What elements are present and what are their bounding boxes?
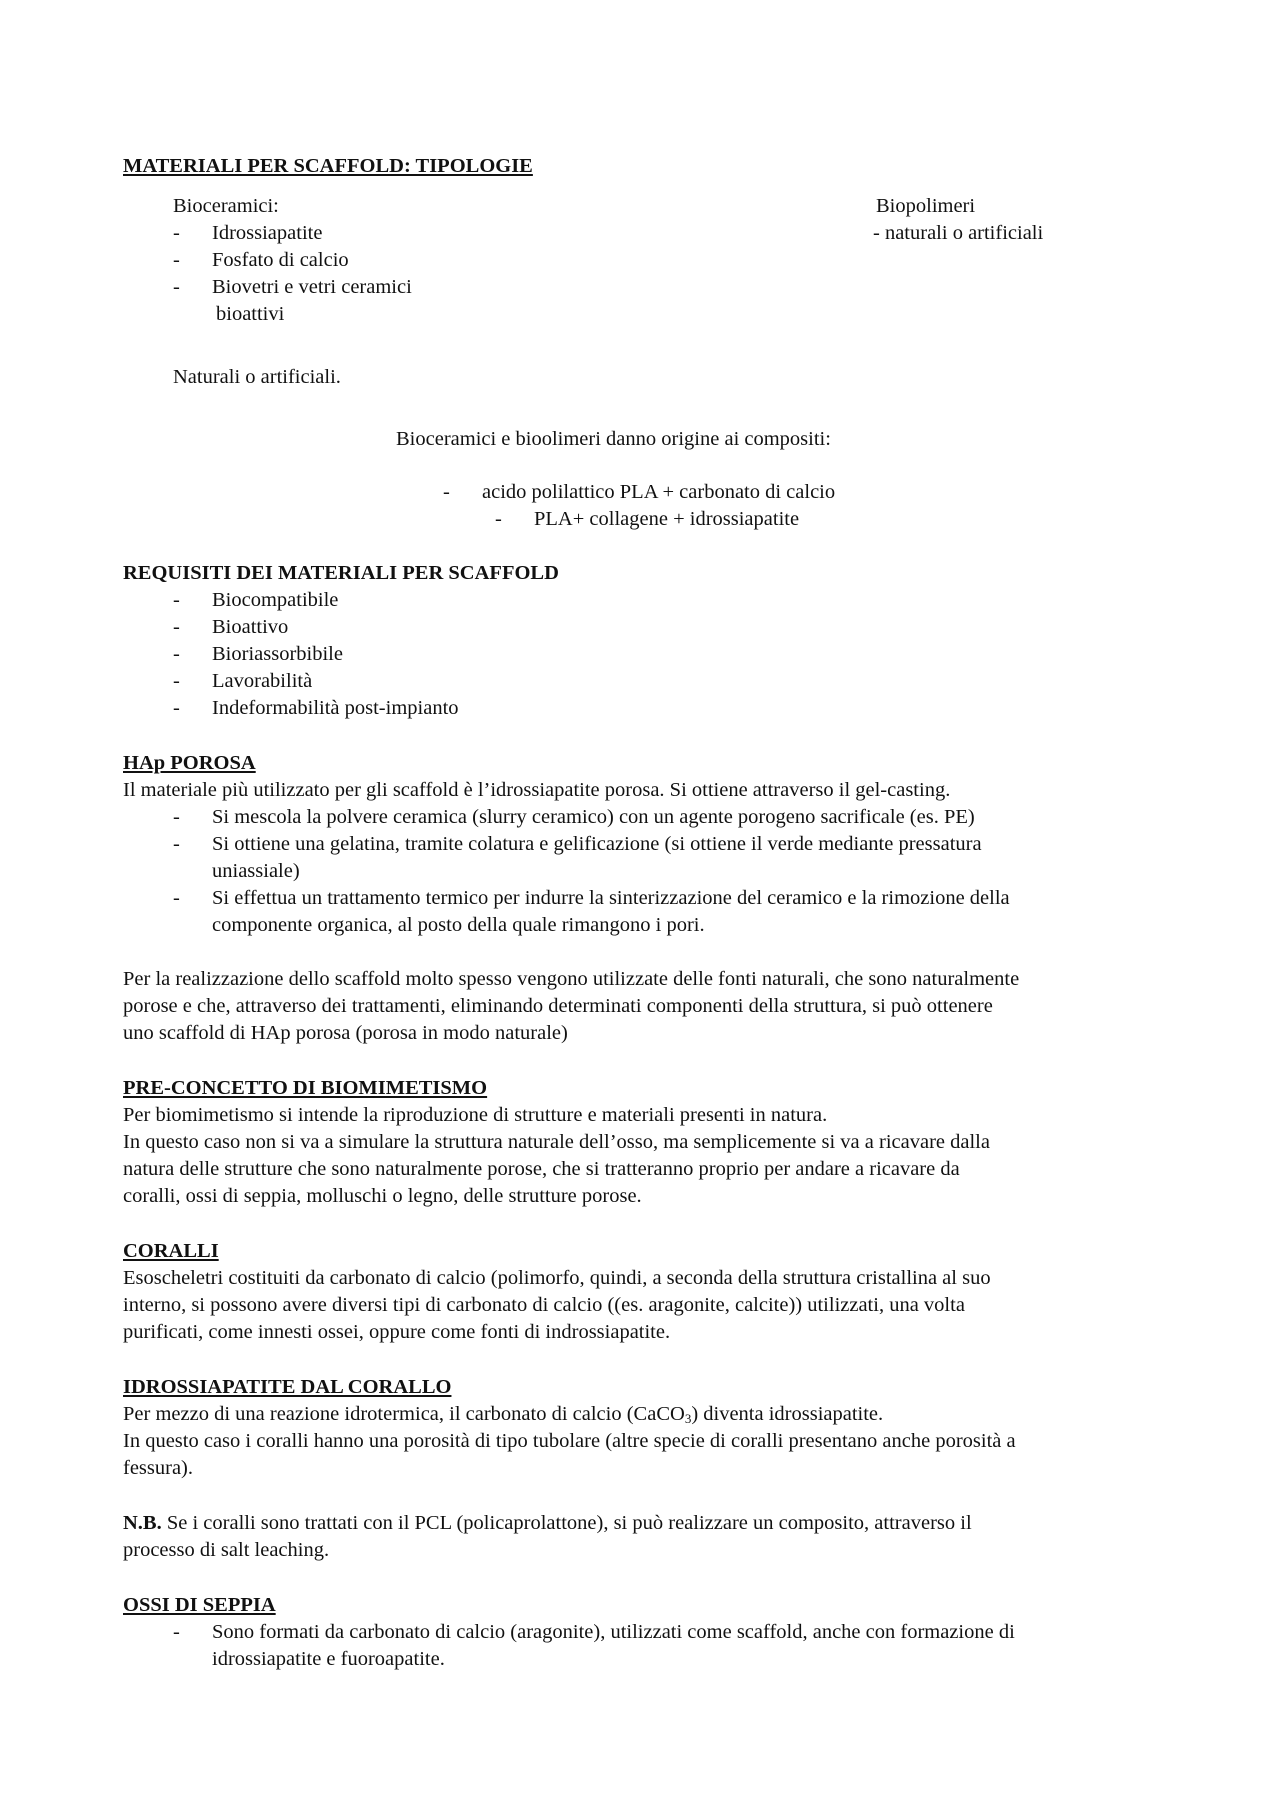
- reaction-text: Per mezzo di una reazione idrotermica, il carbonato di calcio (CaCO: [123, 1403, 685, 1425]
- paragraph-line: purificati, come innesti ossei, oppure come fonti di indrossiapatite.: [123, 1321, 671, 1343]
- hap-step: Si ottiene una gelatina, tramite colatura e gelificazione (si ottiene il verde mediante pressatura: [212, 833, 982, 855]
- paragraph-line: interno, si possono avere diversi tipi di carbonato di calcio ((es. aragonite, calcite)) utilizzati, una volta: [123, 1294, 965, 1316]
- paragraph-line: Esoscheletri costituiti da carbonato di calcio (polimorfo, quindi, a seconda della struttura cristallina al suo: [123, 1267, 991, 1289]
- composito-item: PLA+ collagene + idrossiapatite: [534, 508, 800, 530]
- paragraph-line: [123, 1401, 883, 1428]
- requisito-item: Bioriassorbibile: [212, 643, 343, 665]
- bullet-dash: -: [173, 670, 180, 692]
- requisito-item: Indeformabilità post-impianto: [212, 697, 459, 719]
- requisito-item: Biocompatibile: [212, 589, 339, 611]
- hap-step: Si effettua un trattamento termico per indurre la sinterizzazione del ceramico e la rimozione della: [212, 887, 1010, 909]
- composito-item: acido polilattico PLA + carbonato di calcio: [482, 481, 836, 503]
- bullet-dash: -: [173, 276, 180, 298]
- hap-step-continuation: uniassiale): [212, 860, 300, 882]
- hap-step: Si mescola la polvere ceramica (slurry ceramico) con un agente porogeno sacrificale (es. PE): [212, 806, 975, 828]
- bullet-dash: -: [495, 508, 502, 530]
- bullet-dash: -: [443, 481, 450, 503]
- bullet-dash: -: [173, 643, 180, 665]
- paragraph-line: processo di salt leaching.: [123, 1539, 330, 1561]
- bullet-dash: -: [173, 589, 180, 611]
- seppia-item-continuation: idrossiapatite e fuoroapatite.: [212, 1648, 445, 1670]
- requisito-item: Lavorabilità: [212, 670, 313, 692]
- seppia-item: Sono formati da carbonato di calcio (aragonite), utilizzati come scaffold, anche con formazione di: [212, 1621, 1015, 1643]
- paragraph-line: natura delle strutture che sono naturalmente porose, che si tratteranno proprio per andare a ricavare da: [123, 1158, 960, 1180]
- paragraph-line: fessura).: [123, 1457, 194, 1479]
- bioceramici-item-continuation: bioattivi: [216, 303, 285, 325]
- paragraph-line: uno scaffold di HAp porosa (porosa in modo naturale): [123, 1022, 568, 1044]
- section-heading-idrossiapatite-corallo: IDROSSIAPATITE DAL CORALLO: [123, 1376, 452, 1398]
- paragraph-line: Per la realizzazione dello scaffold molto spesso vengono utilizzate delle fonti naturali, che sono naturalmente: [123, 968, 1020, 990]
- nota-bene-text: Se i coralli sono trattati con il PCL (policaprolattone), si può realizzare un composito, attraverso il: [161, 1512, 972, 1534]
- section-heading-tipologie: MATERIALI PER SCAFFOLD: TIPOLOGIE: [123, 155, 533, 177]
- compositi-intro: Bioceramici e bioolimeri danno origine ai compositi:: [396, 428, 831, 450]
- nota-bene-line: [123, 1510, 972, 1537]
- subscript-3: 3: [684, 1411, 692, 1426]
- bullet-dash: -: [173, 616, 180, 638]
- paragraph-line: In questo caso i coralli hanno una porosità di tipo tubolare (altre specie di coralli presentano anche porosità a: [123, 1430, 1016, 1452]
- bullet-dash: -: [173, 222, 180, 244]
- bioceramici-label: Bioceramici:: [173, 195, 279, 217]
- biopolimeri-item: - naturali o artificiali: [873, 222, 1044, 244]
- requisito-item: Bioattivo: [212, 616, 289, 638]
- bullet-dash: -: [173, 887, 180, 909]
- naturali-text: Naturali o artificiali.: [173, 366, 341, 388]
- section-heading-biomimetismo: PRE-CONCETTO DI BIOMIMETISMO: [123, 1077, 488, 1099]
- section-heading-ossi-seppia: OSSI DI SEPPIA: [123, 1594, 276, 1616]
- bullet-dash: -: [173, 697, 180, 719]
- hap-step-continuation: componente organica, al posto della quale rimangono i pori.: [212, 914, 705, 936]
- paragraph-line: coralli, ossi di seppia, molluschi o legno, delle strutture porose.: [123, 1185, 642, 1207]
- section-heading-requisiti: REQUISITI DEI MATERIALI PER SCAFFOLD: [123, 562, 559, 584]
- bullet-dash: -: [173, 1621, 180, 1643]
- bioceramici-item: Biovetri e vetri ceramici: [212, 276, 412, 298]
- paragraph-line: In questo caso non si va a simulare la struttura naturale dell’osso, ma semplicemente si va a ricavare dalla: [123, 1131, 990, 1153]
- biopolimeri-label: Biopolimeri: [876, 195, 976, 217]
- reaction-text-end: ) diventa idrossiapatite.: [691, 1403, 884, 1425]
- section-heading-hap-porosa: HAp POROSA: [123, 752, 256, 774]
- section-heading-coralli: CORALLI: [123, 1240, 219, 1262]
- nota-bene-label: N.B.: [123, 1512, 162, 1534]
- bullet-dash: -: [173, 833, 180, 855]
- bullet-dash: -: [173, 806, 180, 828]
- hap-intro: Il materiale più utilizzato per gli scaffold è l’idrossiapatite porosa. Si ottiene attraverso il gel-casting.: [123, 779, 951, 801]
- bioceramici-item: Idrossiapatite: [212, 222, 323, 244]
- bioceramici-item: Fosfato di calcio: [212, 249, 349, 271]
- paragraph-line: porose e che, attraverso dei trattamenti, eliminando determinati componenti della struttura, si può ottenere: [123, 995, 993, 1017]
- paragraph-line: Per biomimetismo si intende la riproduzione di strutture e materiali presenti in natura.: [123, 1104, 828, 1126]
- bullet-dash: -: [173, 249, 180, 271]
